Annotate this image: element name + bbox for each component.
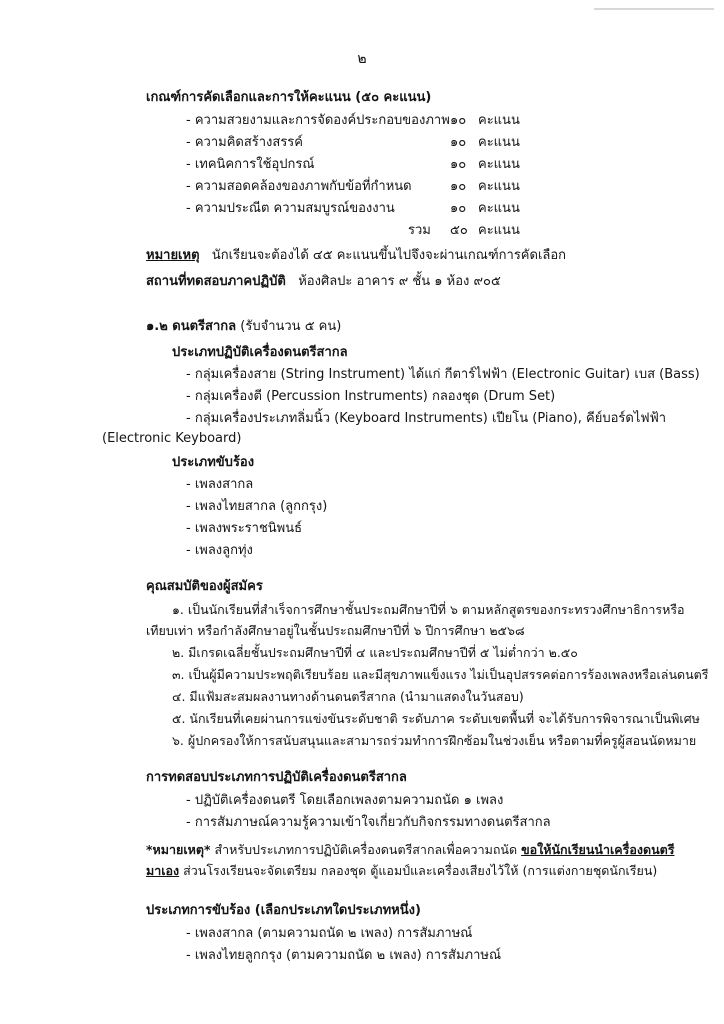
- qualification-item: ๒. มีเกรดเฉลี่ยชั้นประถมศึกษาปีที่ ๔ และประถมศึกษาปีที่ ๕ ไม่ต่ำกว่า ๒.๕๐: [172, 645, 578, 660]
- section-heading-suffix: (รับจำนวน ๕ คน): [240, 319, 342, 334]
- instrument-heading: ประเภทปฏิบัติเครื่องดนตรีสากล: [172, 345, 348, 360]
- venue-label: สถานที่ทดสอบภาคปฏิบัติ: [146, 274, 286, 289]
- criteria-total-label: รวม: [408, 223, 431, 238]
- criteria-item-label: - เทคนิคการใช้อุปกรณ์: [186, 157, 315, 172]
- section-heading-title: ๑.๒ ดนตรีสากล: [146, 319, 237, 334]
- section-heading: [146, 318, 341, 336]
- practical-test-item: - ปฏิบัติเครื่องดนตรี โดยเลือกเพลงตามความถนัด ๑ เพลง: [186, 793, 504, 808]
- criteria-total-unit: คะแนน: [478, 223, 520, 238]
- instrument-item-continuation: (Electronic Keyboard): [102, 431, 242, 446]
- criteria-heading: เกณฑ์การคัดเลือกและการให้คะแนน (๕๐ คะแนน): [146, 90, 432, 105]
- criteria-item-unit: คะแนน: [478, 179, 520, 194]
- criteria-item-score: ๑๐: [450, 113, 467, 128]
- criteria-item-unit: คะแนน: [478, 201, 520, 216]
- instrument-item: - กลุ่มเครื่องประเภทลิ่มนิ้ว (Keyboard Instruments) เปียโน (Piano), คีย์บอร์ดไฟฟ้า: [186, 411, 667, 426]
- criteria-item-label: - ความประณีต ความสมบูรณ์ของงาน: [186, 201, 395, 216]
- criteria-total-score: ๕๐: [450, 223, 468, 238]
- criteria-item-score: ๑๐: [450, 179, 467, 194]
- qualification-item-continuation: เทียบเท่า หรือกำลังศึกษาอยู่ในชั้นประถมศึกษาปีที่ ๖ ปีการศึกษา ๒๕๖๘: [146, 623, 525, 638]
- instrument-item: - กลุ่มเครื่องตี (Percussion Instruments) กลองชุด (Drum Set): [186, 389, 556, 404]
- vocal-item: - เพลงพระราชนิพนธ์: [186, 521, 303, 536]
- criteria-item-score: ๑๐: [450, 201, 467, 216]
- note-2-underlined: ขอให้นักเรียนนำเครื่องดนตรี: [521, 842, 675, 857]
- vocal-heading: ประเภทขับร้อง: [172, 455, 255, 470]
- vocal-test-heading: ประเภทการขับร้อง (เลือกประเภทใดประเภทหนึ่ง): [146, 903, 421, 918]
- criteria-item-label: - ความคิดสร้างสรรค์: [186, 135, 303, 150]
- practical-test-item: - การสัมภาษณ์ความรู้ความเข้าใจเกี่ยวกับกิจกรรมทางดนตรีสากล: [186, 815, 551, 830]
- criteria-item-score: ๑๐: [450, 135, 467, 150]
- qualification-item: ๔. มีแฟ้มสะสมผลงานทางด้านดนตรีสากล (นำมาแสดงในวันสอบ): [172, 689, 524, 704]
- vocal-test-item: - เพลงสากล (ตามความถนัด ๒ เพลง) การสัมภาษณ์: [186, 926, 473, 941]
- criteria-item-unit: คะแนน: [478, 135, 520, 150]
- note-2-label: *หมายเหตุ*: [146, 842, 211, 857]
- note-2-text: สำหรับประเภทการปฏิบัติเครื่องดนตรีสากลเพื่อความถนัด: [214, 842, 518, 857]
- criteria-item-unit: คะแนน: [478, 157, 520, 172]
- instrument-item: - กลุ่มเครื่องสาย (String Instrument) ได้แก่ กีตาร์ไฟฟ้า (Electronic Guitar) เบส (Bass): [186, 367, 700, 382]
- qualification-item: ๖. ผู้ปกครองให้การสนับสนุนและสามารถร่วมทำการฝึกซ้อมในช่วงเย็น หรือตามที่ครูผู้สอนนัดหมาย: [172, 733, 697, 748]
- vocal-item: - เพลงไทยสากล (ลูกกรุง): [186, 499, 328, 514]
- criteria-item-label: - ความสอดคล้องของภาพกับข้อที่กำหนด: [186, 179, 412, 194]
- note-2-line-2-underlined: มาเอง: [146, 863, 180, 878]
- page-number: ๒: [357, 51, 367, 67]
- note-1: [146, 247, 566, 265]
- vocal-test-item: - เพลงไทยลูกกรุง (ตามความถนัด ๒ เพลง) การสัมภาษณ์: [186, 948, 502, 963]
- note-1-text: นักเรียนจะต้องได้ ๔๕ คะแนนขึ้นไปจึงจะผ่านเกณฑ์การคัดเลือก: [211, 248, 567, 263]
- vocal-item: - เพลงลูกทุ่ง: [186, 543, 253, 558]
- note-2-line-2-text: ส่วนโรงเรียนจะจัดเตรียม กลองชุด ตู้แอมป์และเครื่องเสียงไว้ให้ (การแต่งกายชุดนักเรียน): [183, 863, 658, 878]
- qualification-item: ๕. นักเรียนที่เคยผ่านการแข่งขันระดับชาติ ระดับภาค ระดับเขตพื้นที่ จะได้รับการพิจารณาเป็นพิเศษ: [172, 711, 700, 726]
- criteria-item-label: - ความสวยงามและการจัดองค์ประกอบของภาพ: [186, 113, 450, 128]
- scan-mark: [594, 8, 714, 10]
- vocal-item: - เพลงสากล: [186, 477, 254, 492]
- practical-test-heading: การทดสอบประเภทการปฏิบัติเครื่องดนตรีสากล: [146, 770, 407, 785]
- note-2: [146, 841, 674, 859]
- criteria-item-unit: คะแนน: [478, 113, 520, 128]
- qualification-item: ๑. เป็นนักเรียนที่สำเร็จการศึกษาชั้นประถมศึกษาปีที่ ๖ ตามหลักสูตรของกระทรวงศึกษาธิการหรือ: [172, 602, 685, 617]
- note-2-line-2: [146, 862, 657, 880]
- venue-text: ห้องศิลปะ อาคาร ๙ ชั้น ๑ ห้อง ๙๐๕: [298, 274, 501, 289]
- qualifications-heading: คุณสมบัติของผู้สมัคร: [146, 579, 263, 594]
- qualification-item: ๓. เป็นผู้มีความประพฤติเรียบร้อย และมีสุขภาพแข็งแรง ไม่เป็นอุปสรรคต่อการร้องเพลงหรือเล่นดนตรี: [172, 667, 709, 682]
- venue: [146, 273, 501, 291]
- criteria-item-score: ๑๐: [450, 157, 467, 172]
- note-1-label: หมายเหตุ: [146, 248, 200, 263]
